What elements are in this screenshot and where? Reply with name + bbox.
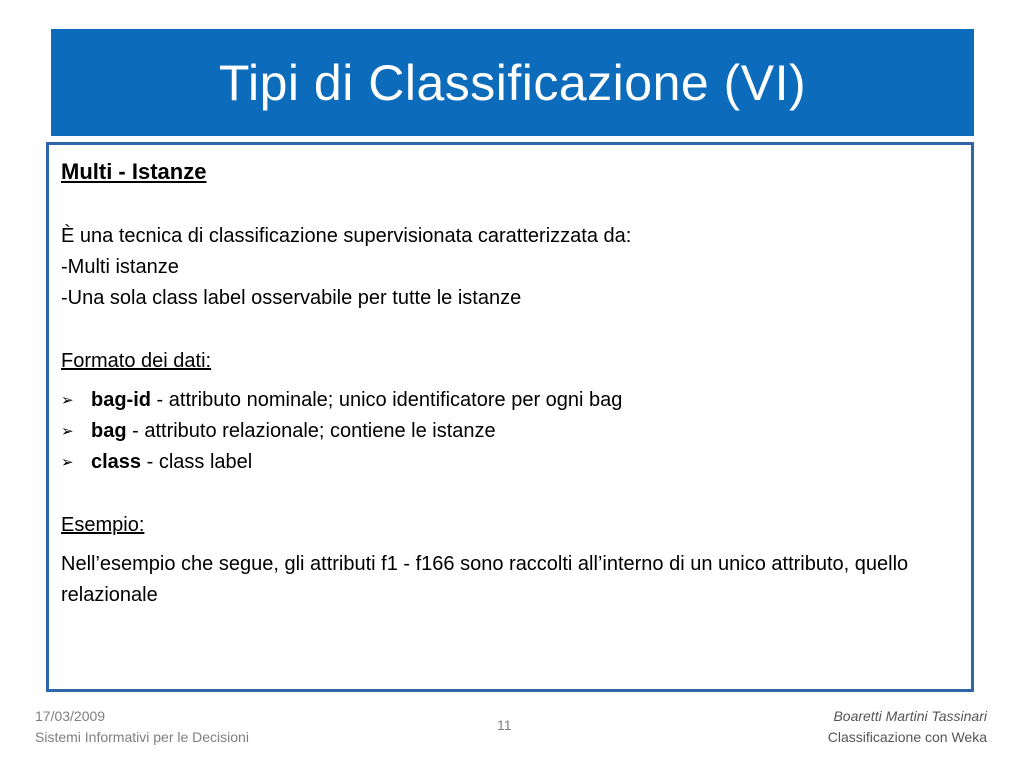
point-1: -Multi istanze [61, 256, 179, 278]
footer-right [828, 706, 987, 748]
footer-topic: Classificazione con Weka [827, 729, 987, 745]
arrow-right-icon: ➢ [61, 423, 74, 440]
bullet-term: class [91, 451, 142, 473]
intro-text: È una tecnica di classificazione supervisionata caratterizzata da: [61, 225, 632, 247]
arrow-right-icon: ➢ [61, 392, 74, 409]
section-heading: Multi - Istanze [61, 159, 207, 184]
content-box [46, 142, 974, 692]
bullet-desc: - class label [141, 451, 253, 473]
example-text: Nell’esempio che segue, gli attributi f1 - f166 sono raccolti all’interno di un unico attributo, quello relazionale [61, 553, 909, 606]
footer-date: 17/03/2009 [35, 708, 106, 724]
page-number: 11 [497, 717, 512, 733]
bullet-term: bag [91, 420, 127, 442]
list-item [61, 447, 961, 478]
example-label: Esempio: [61, 514, 145, 536]
footer-authors: Boaretti Martini Tassinari [833, 708, 987, 724]
footer-left [35, 706, 249, 748]
footer-course: Sistemi Informativi per le Decisioni [35, 729, 249, 745]
arrow-right-icon: ➢ [61, 454, 74, 471]
content-body [61, 155, 961, 611]
list-item [61, 416, 961, 447]
list-item [61, 385, 961, 416]
format-label: Formato dei dati: [61, 350, 212, 372]
slide-title: Tipi di Classificazione (VI) [218, 54, 807, 111]
bullet-term: bag-id [91, 389, 151, 411]
bullet-desc: - attributo nominale; unico identificatore per ogni bag [151, 389, 623, 411]
point-2: -Una sola class label osservabile per tutte le istanze [61, 287, 522, 309]
bullet-list [61, 385, 961, 478]
bullet-desc: - attributo relazionale; contiene le istanze [126, 420, 496, 442]
title-bar [51, 29, 974, 136]
